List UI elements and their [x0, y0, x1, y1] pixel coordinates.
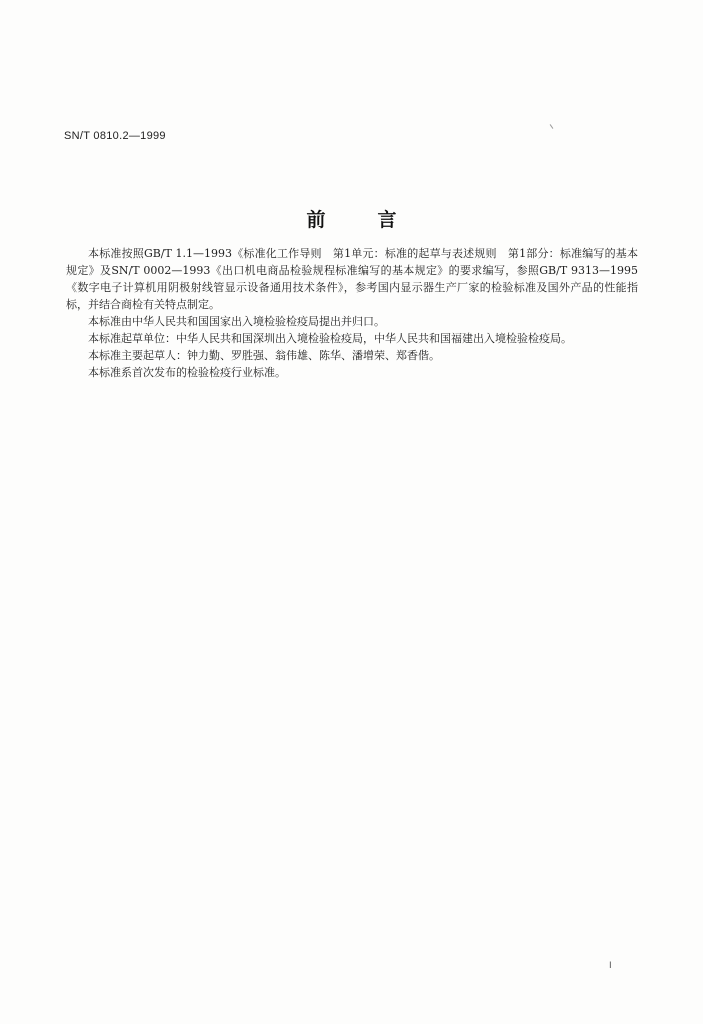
- scan-speck: [550, 124, 554, 129]
- paragraph-drafting-units: 本标准起草单位：中华人民共和国深圳出入境检验检疫局，中华人民共和国福建出入境检验检疫局。: [88, 332, 572, 345]
- page-number: I: [609, 961, 612, 971]
- page-title: 前言: [306, 209, 449, 231]
- paragraph-proposer: 本标准由中华人民共和国国家出入境检验检疫局提出并归口。: [88, 315, 385, 328]
- paragraph-first-issue: 本标准系首次发布的检验检疫行业标准。: [88, 366, 286, 379]
- standard-code: SN/T 0810.2—1999: [64, 130, 166, 142]
- foreword-body: [66, 245, 638, 381]
- paragraph-drafters: 本标准主要起草人：钟力勤、罗胜强、翁伟雄、陈华、潘增荣、郑香偕。: [88, 349, 440, 362]
- paragraph-drafting-basis: 本标准按照GB/T 1.1—1993《标准化工作导则 第1单元：标准的起草与表述规则 第1部分：标准编写的基本规定》及SN/T 0002—1993《出口机电商品检验规程标准编写的基本规定》的要求编写，参照GB/T 9313—1995《数字电子计算机用阴极射线管显示设备通用技术条件》，参考国内显示器生产厂家的检验标准及国外产品的性能指标，并结合商检有关特点制定。: [66, 247, 638, 311]
